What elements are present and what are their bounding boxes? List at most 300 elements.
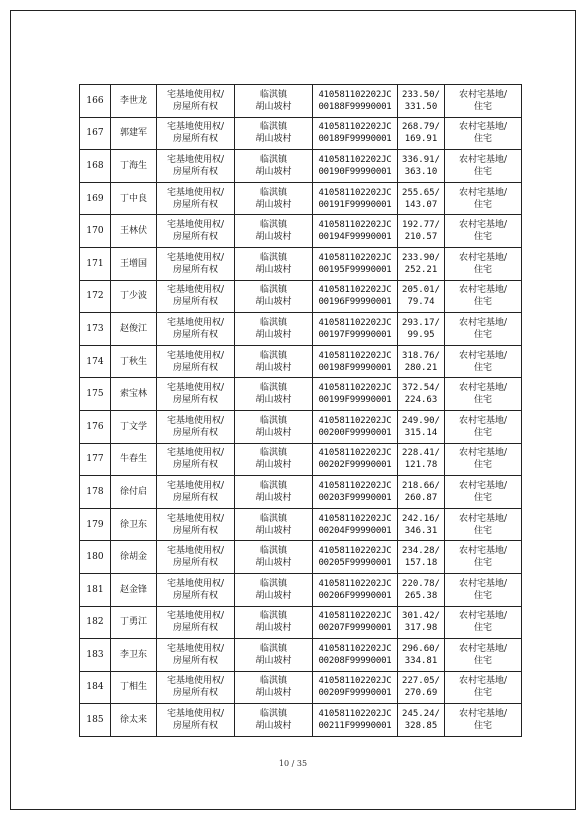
cell-area-text: 242.16/	[402, 513, 440, 524]
cell-area-text: 157.18	[404, 558, 438, 569]
cell-owner-name-text: 牛春生	[119, 454, 147, 465]
cell-usage-text: 住宅	[473, 362, 492, 373]
cell-right-type-text: 宅基地使用权/	[166, 317, 225, 328]
cell-number-text: 167	[86, 128, 104, 139]
cell-area	[398, 215, 445, 248]
cell-unit-code-text: 00194F99990001	[318, 232, 392, 243]
cell-usage-text: 住宅	[473, 525, 492, 536]
cell-location-text: 临淇镇	[259, 383, 287, 394]
cell-owner-name-text: 徐太来	[119, 715, 147, 726]
cell-right-type-text: 房屋所有权	[172, 232, 218, 243]
cell-area-text: 79.74	[407, 297, 435, 308]
cell-area	[398, 85, 445, 118]
cell-right-type-text: 房屋所有权	[172, 688, 218, 699]
cell-location-text: 临淇镇	[259, 285, 287, 296]
table-row	[80, 247, 522, 280]
cell-usage-text: 农村宅基地/	[458, 643, 508, 654]
cell-area-text: 270.69	[404, 688, 438, 699]
table-row	[80, 541, 522, 574]
cell-usage-text: 农村宅基地/	[458, 546, 508, 557]
cell-area-text: 293.17/	[402, 317, 440, 328]
cell-usage	[445, 606, 522, 639]
cell-right-type-text: 房屋所有权	[172, 264, 218, 275]
cell-usage-text: 农村宅基地/	[458, 220, 508, 231]
cell-right-type-text: 宅基地使用权/	[166, 709, 225, 720]
cell-right-type-text: 房屋所有权	[172, 395, 218, 406]
cell-area	[398, 541, 445, 574]
cell-owner-name-text: 丁文学	[119, 421, 147, 432]
cell-area-text: 192.77/	[402, 220, 440, 231]
cell-unit-code-text: 410581102202JC	[318, 89, 392, 100]
cell-area	[398, 280, 445, 313]
cell-area-text: 121.78	[404, 460, 438, 471]
cell-right-type-text: 房屋所有权	[172, 362, 218, 373]
cell-unit-code-text: 00203F99990001	[318, 492, 392, 503]
cell-unit-code	[313, 573, 398, 606]
cell-unit-code-text: 410581102202JC	[318, 709, 392, 720]
cell-location-text: 胡山坡村	[255, 590, 292, 601]
cell-number-text: 182	[86, 617, 104, 628]
cell-usage-text: 住宅	[473, 558, 492, 569]
cell-usage-text: 农村宅基地/	[458, 187, 508, 198]
cell-unit-code-text: 00199F99990001	[318, 395, 392, 406]
cell-owner-name	[111, 639, 157, 672]
cell-area-text: 372.54/	[402, 383, 440, 394]
cell-usage	[445, 280, 522, 313]
cell-location-text: 胡山坡村	[255, 199, 292, 210]
cell-owner-name-text: 赵俊江	[119, 323, 147, 334]
cell-area-text: 233.50/	[402, 89, 440, 100]
cell-right-type-text: 宅基地使用权/	[166, 252, 225, 263]
cell-number	[80, 704, 111, 737]
cell-unit-code-text: 410581102202JC	[318, 252, 392, 263]
cell-unit-code-text: 00197F99990001	[318, 329, 392, 340]
cell-area	[398, 378, 445, 411]
cell-owner-name	[111, 476, 157, 509]
cell-location-text: 胡山坡村	[255, 329, 292, 340]
cell-unit-code-text: 410581102202JC	[318, 480, 392, 491]
cell-right-type-text: 房屋所有权	[172, 101, 218, 112]
cell-area-text: 328.85	[404, 721, 438, 732]
cell-number	[80, 443, 111, 476]
cell-right-type	[157, 117, 235, 150]
records-table	[79, 84, 522, 737]
cell-number	[80, 606, 111, 639]
cell-owner-name	[111, 508, 157, 541]
cell-right-type-text: 房屋所有权	[172, 329, 218, 340]
cell-location-text: 临淇镇	[259, 643, 287, 654]
cell-area-text: 234.28/	[402, 546, 440, 557]
cell-right-type	[157, 606, 235, 639]
cell-area	[398, 410, 445, 443]
cell-owner-name	[111, 280, 157, 313]
cell-location-text: 临淇镇	[259, 513, 287, 524]
cell-area-text: 331.50	[404, 101, 438, 112]
cell-usage-text: 住宅	[473, 297, 492, 308]
cell-area-text: 169.91	[404, 134, 438, 145]
cell-location	[235, 345, 313, 378]
cell-area	[398, 476, 445, 509]
cell-unit-code-text: 00189F99990001	[318, 134, 392, 145]
table-row	[80, 508, 522, 541]
cell-right-type	[157, 215, 235, 248]
cell-usage-text: 农村宅基地/	[458, 317, 508, 328]
cell-unit-code-text: 00196F99990001	[318, 297, 392, 308]
cell-right-type-text: 宅基地使用权/	[166, 122, 225, 133]
cell-location-text: 临淇镇	[259, 480, 287, 491]
table-row	[80, 704, 522, 737]
cell-unit-code	[313, 85, 398, 118]
table-row	[80, 573, 522, 606]
cell-location	[235, 704, 313, 737]
cell-unit-code-text: 00204F99990001	[318, 525, 392, 536]
cell-location-text: 胡山坡村	[255, 395, 292, 406]
cell-owner-name-text: 丁勇江	[119, 617, 147, 628]
cell-usage	[445, 345, 522, 378]
cell-area-text: 346.31	[404, 525, 438, 536]
cell-location-text: 胡山坡村	[255, 492, 292, 503]
cell-right-type-text: 房屋所有权	[172, 297, 218, 308]
cell-owner-name-text: 郭建军	[119, 128, 147, 139]
cell-number-text: 171	[86, 258, 104, 269]
cell-right-type	[157, 247, 235, 280]
cell-usage	[445, 215, 522, 248]
cell-area-text: 255.65/	[402, 187, 440, 198]
cell-unit-code-text: 410581102202JC	[318, 448, 392, 459]
cell-unit-code	[313, 476, 398, 509]
cell-location-text: 胡山坡村	[255, 623, 292, 634]
cell-number	[80, 541, 111, 574]
cell-unit-code	[313, 247, 398, 280]
cell-usage-text: 住宅	[473, 688, 492, 699]
cell-unit-code	[313, 541, 398, 574]
cell-location-text: 临淇镇	[259, 546, 287, 557]
cell-owner-name-text: 丁中良	[119, 193, 147, 204]
cell-right-type	[157, 410, 235, 443]
cell-location	[235, 606, 313, 639]
cell-area-text: 363.10	[404, 166, 438, 177]
cell-usage-text: 住宅	[473, 460, 492, 471]
cell-usage-text: 住宅	[473, 492, 492, 503]
cell-location	[235, 280, 313, 313]
cell-usage	[445, 476, 522, 509]
cell-unit-code	[313, 215, 398, 248]
cell-area-text: 336.91/	[402, 154, 440, 165]
cell-location	[235, 313, 313, 346]
cell-area	[398, 247, 445, 280]
cell-location	[235, 541, 313, 574]
cell-right-type	[157, 182, 235, 215]
cell-unit-code-text: 00202F99990001	[318, 460, 392, 471]
cell-usage-text: 住宅	[473, 101, 492, 112]
cell-unit-code-text: 410581102202JC	[318, 513, 392, 524]
cell-location-text: 胡山坡村	[255, 721, 292, 732]
cell-right-type	[157, 345, 235, 378]
cell-area-text: 301.42/	[402, 611, 440, 622]
cell-unit-code-text: 410581102202JC	[318, 611, 392, 622]
cell-owner-name-text: 李卫东	[119, 649, 147, 660]
cell-unit-code	[313, 313, 398, 346]
cell-area-text: 280.21	[404, 362, 438, 373]
cell-right-type-text: 宅基地使用权/	[166, 611, 225, 622]
cell-right-type-text: 宅基地使用权/	[166, 187, 225, 198]
cell-number-text: 172	[86, 291, 104, 302]
cell-right-type-text: 房屋所有权	[172, 558, 218, 569]
cell-owner-name	[111, 443, 157, 476]
cell-location-text: 临淇镇	[259, 709, 287, 720]
cell-owner-name	[111, 150, 157, 183]
cell-area	[398, 704, 445, 737]
table-row	[80, 606, 522, 639]
cell-area-text: 227.05/	[402, 676, 440, 687]
cell-usage-text: 住宅	[473, 166, 492, 177]
cell-location	[235, 215, 313, 248]
cell-owner-name-text: 徐付启	[119, 486, 147, 497]
cell-owner-name	[111, 182, 157, 215]
cell-usage-text: 住宅	[473, 427, 492, 438]
cell-owner-name	[111, 215, 157, 248]
cell-unit-code-text: 410581102202JC	[318, 415, 392, 426]
cell-usage	[445, 247, 522, 280]
cell-number	[80, 215, 111, 248]
cell-unit-code-text: 00211F99990001	[318, 721, 392, 732]
cell-location-text: 临淇镇	[259, 350, 287, 361]
table-row	[80, 117, 522, 150]
cell-location-text: 临淇镇	[259, 415, 287, 426]
cell-right-type-text: 宅基地使用权/	[166, 578, 225, 589]
cell-owner-name	[111, 345, 157, 378]
cell-area-text: 317.98	[404, 623, 438, 634]
cell-location-text: 临淇镇	[259, 578, 287, 589]
cell-right-type	[157, 313, 235, 346]
cell-area-text: 99.95	[407, 329, 435, 340]
table-row	[80, 639, 522, 672]
cell-usage-text: 农村宅基地/	[458, 415, 508, 426]
cell-location-text: 胡山坡村	[255, 101, 292, 112]
cell-right-type	[157, 476, 235, 509]
cell-area-text: 143.07	[404, 199, 438, 210]
cell-location	[235, 476, 313, 509]
cell-unit-code-text: 410581102202JC	[318, 317, 392, 328]
cell-number	[80, 247, 111, 280]
cell-usage	[445, 85, 522, 118]
cell-area	[398, 573, 445, 606]
cell-location-text: 胡山坡村	[255, 264, 292, 275]
cell-usage-text: 农村宅基地/	[458, 350, 508, 361]
cell-location	[235, 85, 313, 118]
cell-number-text: 173	[86, 323, 104, 334]
cell-owner-name	[111, 117, 157, 150]
cell-right-type	[157, 541, 235, 574]
cell-area	[398, 508, 445, 541]
cell-area-text: 252.21	[404, 264, 438, 275]
cell-unit-code-text: 410581102202JC	[318, 154, 392, 165]
cell-number-text: 181	[86, 584, 104, 595]
cell-number	[80, 313, 111, 346]
cell-unit-code-text: 00208F99990001	[318, 655, 392, 666]
cell-usage-text: 农村宅基地/	[458, 383, 508, 394]
table-row	[80, 85, 522, 118]
cell-location-text: 胡山坡村	[255, 232, 292, 243]
page-number: 10 / 35	[278, 759, 308, 768]
cell-number-text: 175	[86, 389, 104, 400]
cell-location-text: 胡山坡村	[255, 134, 292, 145]
cell-unit-code-text: 410581102202JC	[318, 350, 392, 361]
cell-unit-code-text: 00191F99990001	[318, 199, 392, 210]
cell-location	[235, 639, 313, 672]
cell-right-type-text: 房屋所有权	[172, 525, 218, 536]
cell-owner-name-text: 赵金锋	[119, 584, 147, 595]
cell-usage	[445, 443, 522, 476]
cell-right-type-text: 房屋所有权	[172, 655, 218, 666]
cell-owner-name-text: 丁秋生	[119, 356, 147, 367]
cell-location-text: 胡山坡村	[255, 362, 292, 373]
cell-area-text: 265.38	[404, 590, 438, 601]
cell-location-text: 临淇镇	[259, 220, 287, 231]
cell-usage-text: 住宅	[473, 590, 492, 601]
cell-right-type-text: 宅基地使用权/	[166, 154, 225, 165]
cell-unit-code-text: 00188F99990001	[318, 101, 392, 112]
cell-unit-code	[313, 410, 398, 443]
cell-right-type	[157, 508, 235, 541]
cell-location	[235, 150, 313, 183]
cell-usage-text: 住宅	[473, 623, 492, 634]
cell-location	[235, 247, 313, 280]
cell-right-type-text: 宅基地使用权/	[166, 513, 225, 524]
cell-area-text: 249.90/	[402, 415, 440, 426]
cell-unit-code	[313, 443, 398, 476]
cell-number-text: 184	[86, 682, 104, 693]
cell-area-text: 205.01/	[402, 285, 440, 296]
cell-owner-name	[111, 606, 157, 639]
cell-right-type-text: 房屋所有权	[172, 721, 218, 732]
cell-owner-name-text: 徐胡金	[119, 552, 147, 563]
cell-location-text: 临淇镇	[259, 122, 287, 133]
table-row	[80, 345, 522, 378]
cell-unit-code	[313, 639, 398, 672]
cell-usage	[445, 704, 522, 737]
cell-owner-name	[111, 671, 157, 704]
cell-number-text: 185	[86, 715, 104, 726]
cell-area-text: 318.76/	[402, 350, 440, 361]
cell-number	[80, 182, 111, 215]
cell-number-text: 170	[86, 226, 104, 237]
cell-right-type-text: 宅基地使用权/	[166, 546, 225, 557]
cell-location-text: 胡山坡村	[255, 427, 292, 438]
cell-location-text: 临淇镇	[259, 154, 287, 165]
table-row	[80, 671, 522, 704]
cell-location	[235, 508, 313, 541]
cell-usage-text: 农村宅基地/	[458, 122, 508, 133]
cell-area	[398, 150, 445, 183]
cell-location-text: 临淇镇	[259, 187, 287, 198]
cell-owner-name	[111, 704, 157, 737]
cell-unit-code	[313, 345, 398, 378]
cell-usage-text: 住宅	[473, 199, 492, 210]
cell-right-type-text: 房屋所有权	[172, 199, 218, 210]
table-body	[80, 85, 522, 737]
cell-usage-text: 农村宅基地/	[458, 578, 508, 589]
cell-area	[398, 671, 445, 704]
cell-number	[80, 476, 111, 509]
cell-usage-text: 住宅	[473, 655, 492, 666]
cell-owner-name	[111, 85, 157, 118]
cell-area	[398, 182, 445, 215]
cell-usage	[445, 573, 522, 606]
cell-area	[398, 117, 445, 150]
cell-number-text: 168	[86, 160, 104, 171]
cell-right-type	[157, 704, 235, 737]
cell-number	[80, 85, 111, 118]
cell-owner-name	[111, 410, 157, 443]
cell-right-type	[157, 85, 235, 118]
cell-usage	[445, 150, 522, 183]
cell-location-text: 临淇镇	[259, 89, 287, 100]
cell-area	[398, 443, 445, 476]
cell-location-text: 临淇镇	[259, 611, 287, 622]
cell-unit-code	[313, 704, 398, 737]
cell-right-type-text: 房屋所有权	[172, 166, 218, 177]
cell-area-text: 260.87	[404, 492, 438, 503]
cell-unit-code	[313, 378, 398, 411]
cell-unit-code-text: 00205F99990001	[318, 558, 392, 569]
table-row	[80, 410, 522, 443]
cell-number	[80, 573, 111, 606]
cell-area-text: 315.14	[404, 427, 438, 438]
cell-usage	[445, 639, 522, 672]
cell-usage-text: 住宅	[473, 134, 492, 145]
cell-number-text: 180	[86, 552, 104, 563]
cell-usage	[445, 182, 522, 215]
cell-usage	[445, 508, 522, 541]
table-row	[80, 215, 522, 248]
cell-location-text: 胡山坡村	[255, 688, 292, 699]
cell-location-text: 胡山坡村	[255, 297, 292, 308]
cell-right-type-text: 宅基地使用权/	[166, 643, 225, 654]
cell-area-text: 245.24/	[402, 709, 440, 720]
cell-location	[235, 182, 313, 215]
cell-area-text: 233.90/	[402, 252, 440, 263]
cell-owner-name-text: 李世龙	[119, 95, 147, 106]
cell-right-type	[157, 671, 235, 704]
cell-location-text: 临淇镇	[259, 252, 287, 263]
cell-location-text: 临淇镇	[259, 448, 287, 459]
cell-unit-code-text: 410581102202JC	[318, 220, 392, 231]
cell-unit-code	[313, 117, 398, 150]
cell-unit-code	[313, 606, 398, 639]
cell-area	[398, 639, 445, 672]
cell-area	[398, 345, 445, 378]
cell-unit-code	[313, 671, 398, 704]
cell-number-text: 183	[86, 649, 104, 660]
cell-usage	[445, 117, 522, 150]
cell-location-text: 胡山坡村	[255, 460, 292, 471]
cell-right-type-text: 房屋所有权	[172, 623, 218, 634]
cell-right-type	[157, 150, 235, 183]
cell-area-text: 334.81	[404, 655, 438, 666]
cell-number-text: 174	[86, 356, 104, 367]
cell-right-type-text: 宅基地使用权/	[166, 676, 225, 687]
cell-usage	[445, 378, 522, 411]
cell-number	[80, 508, 111, 541]
cell-usage-text: 农村宅基地/	[458, 676, 508, 687]
cell-right-type-text: 宅基地使用权/	[166, 350, 225, 361]
cell-usage-text: 农村宅基地/	[458, 709, 508, 720]
cell-unit-code	[313, 150, 398, 183]
cell-right-type	[157, 639, 235, 672]
table-row	[80, 182, 522, 215]
cell-number-text: 177	[86, 454, 104, 465]
